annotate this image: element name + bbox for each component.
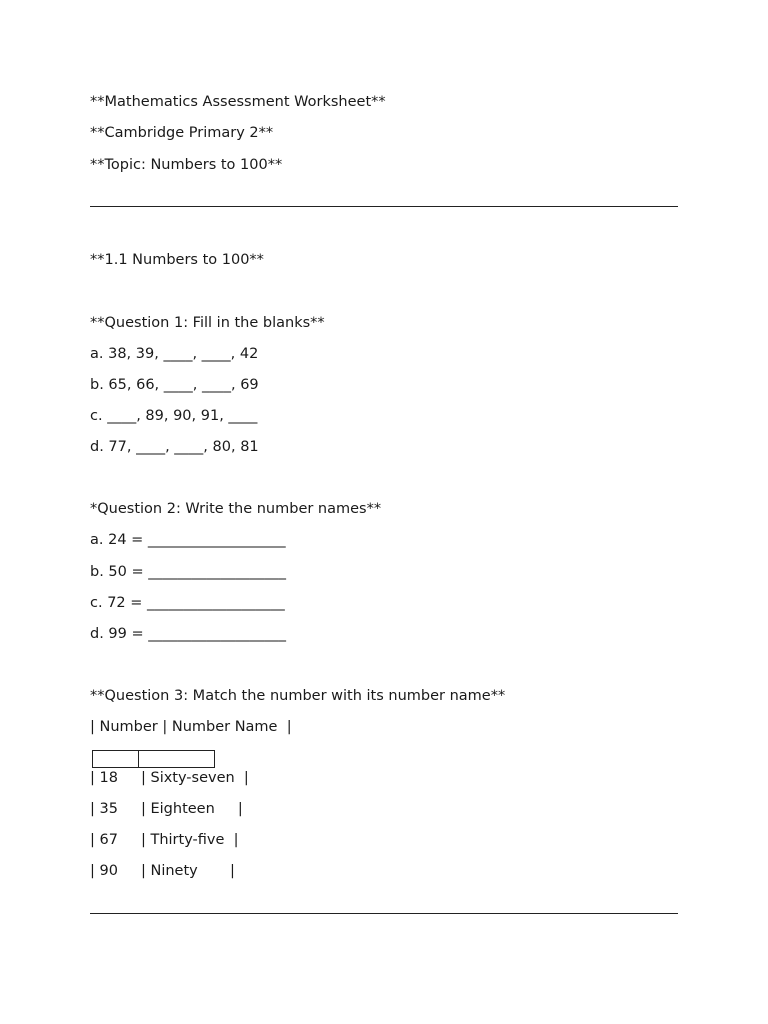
match-table-separator	[92, 750, 215, 768]
question-1-item-b: b. 65, 66, ____, ____, 69	[90, 377, 259, 393]
curriculum-label: **Cambridge Primary 2**	[90, 125, 274, 141]
question-2-item-d: d. 99 = ___________________	[90, 626, 286, 642]
match-table-row: | 18 | Sixty-seven |	[90, 770, 249, 786]
question-2-item-a: a. 24 = ___________________	[90, 532, 286, 548]
question-3-title: **Question 3: Match the number with its number name**	[90, 688, 506, 704]
match-table-row: | 67 | Thirty-five |	[90, 832, 239, 848]
separator-cell-number	[93, 751, 139, 767]
match-table-row: | 90 | Ninety |	[90, 863, 235, 879]
question-2-item-c: c. 72 = ___________________	[90, 595, 285, 611]
topic-label: **Topic: Numbers to 100**	[90, 157, 283, 173]
divider-top	[90, 206, 678, 207]
match-table-row: | 35 | Eighteen |	[90, 801, 243, 817]
question-1-item-d: d. 77, ____, ____, 80, 81	[90, 439, 259, 455]
question-2-item-b: b. 50 = ___________________	[90, 564, 286, 580]
question-1-item-c: c. ____, 89, 90, 91, ____	[90, 408, 258, 424]
question-2-title: *Question 2: Write the number names**	[90, 501, 382, 517]
worksheet-title: **Mathematics Assessment Worksheet**	[90, 94, 386, 110]
question-1-item-a: a. 38, 39, ____, ____, 42	[90, 346, 259, 362]
divider-bottom	[90, 913, 678, 914]
match-table-header: | Number | Number Name |	[90, 719, 292, 735]
section-heading: **1.1 Numbers to 100**	[90, 252, 264, 268]
separator-cell-name	[139, 751, 214, 767]
question-1-title: **Question 1: Fill in the blanks**	[90, 315, 325, 331]
